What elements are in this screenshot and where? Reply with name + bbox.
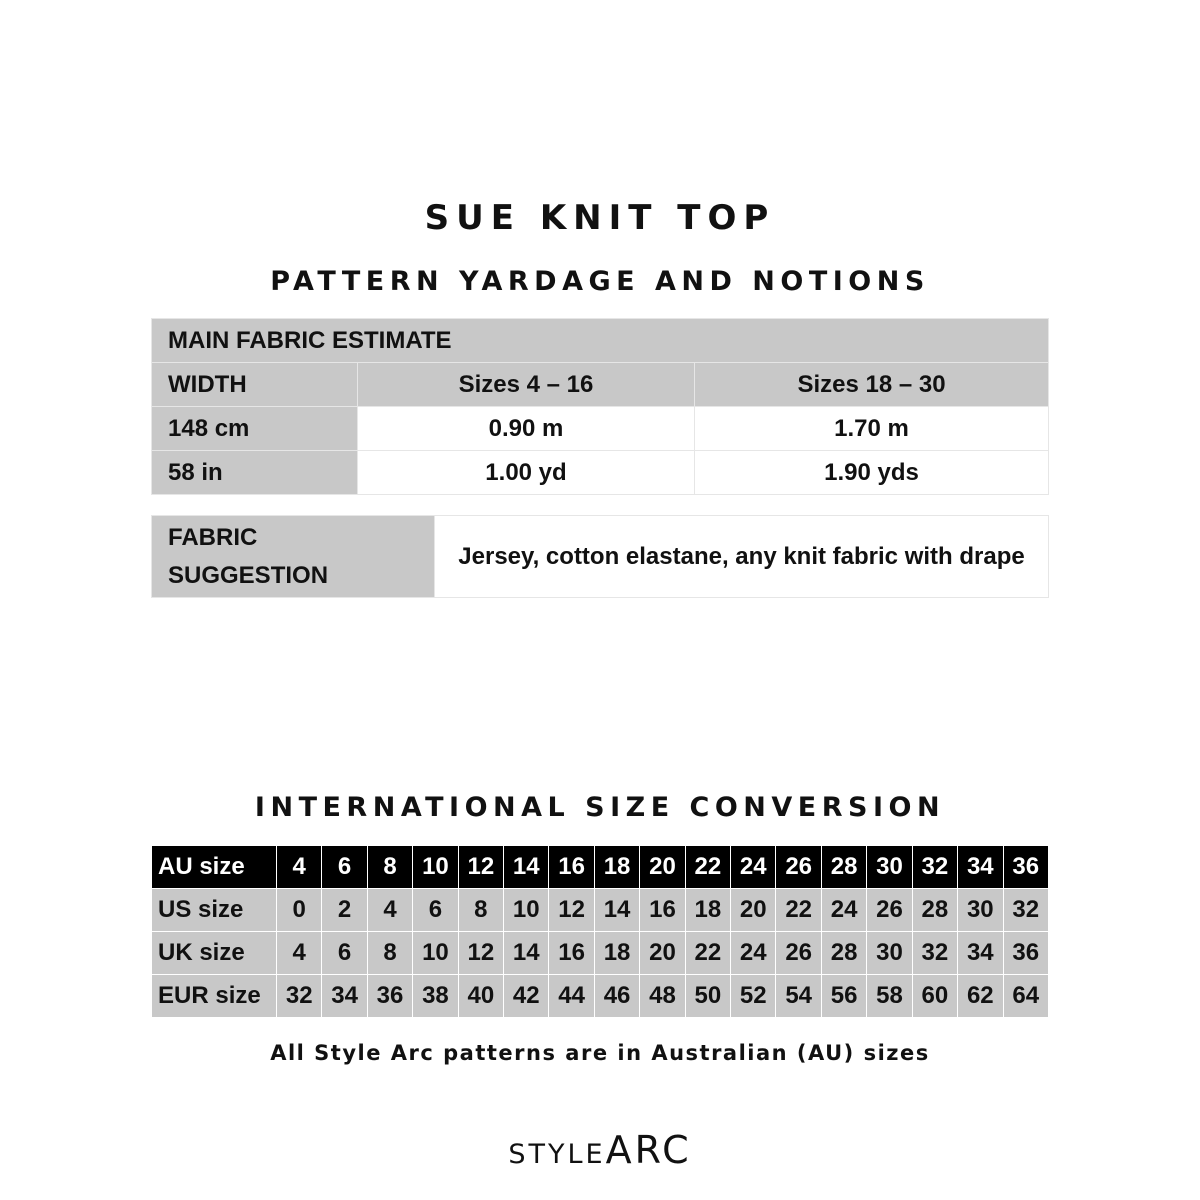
size-cell: 2 xyxy=(322,889,367,932)
size-cell: 16 xyxy=(640,889,685,932)
size-cell: 18 xyxy=(594,932,639,975)
size-cell: 44 xyxy=(549,975,594,1018)
size-cell: 40 xyxy=(458,975,503,1018)
width-cell: 148 cm xyxy=(152,407,358,451)
size-cell: 50 xyxy=(685,975,730,1018)
size-cell: 36 xyxy=(1003,932,1049,975)
size-cell: 28 xyxy=(821,846,866,889)
size-cell: 16 xyxy=(549,932,594,975)
size-cell: 18 xyxy=(685,889,730,932)
column-header-sizes-large: Sizes 18 – 30 xyxy=(695,363,1049,407)
size-cell: 46 xyxy=(594,975,639,1018)
size-cell: 10 xyxy=(413,932,458,975)
size-cell: 24 xyxy=(731,932,776,975)
size-cell: 22 xyxy=(685,846,730,889)
size-cell: 32 xyxy=(912,932,957,975)
size-cell: 12 xyxy=(458,932,503,975)
brand-part-arc: ARC xyxy=(605,1128,692,1172)
size-cell: 56 xyxy=(821,975,866,1018)
table-row xyxy=(152,516,1049,598)
size-cell: 62 xyxy=(958,975,1003,1018)
au-sizes-note: All Style Arc patterns are in Australian (AU) sizes xyxy=(270,1041,930,1065)
size-cell: 30 xyxy=(958,889,1003,932)
size-cell: 34 xyxy=(958,932,1003,975)
size-row-label: AU size xyxy=(152,846,277,889)
size-cell: 60 xyxy=(912,975,957,1018)
size-cell: 4 xyxy=(277,932,322,975)
size-cell: 34 xyxy=(958,846,1003,889)
yardage-column-row xyxy=(152,363,1049,407)
size-cell: 64 xyxy=(1003,975,1049,1018)
size-cell: 24 xyxy=(821,889,866,932)
size-cell: 6 xyxy=(413,889,458,932)
size-row xyxy=(152,889,1049,932)
size-row xyxy=(152,932,1049,975)
size-cell: 4 xyxy=(367,889,412,932)
yardage-cell: 1.70 m xyxy=(695,407,1049,451)
size-cell: 20 xyxy=(640,932,685,975)
size-cell: 36 xyxy=(367,975,412,1018)
size-cell: 48 xyxy=(640,975,685,1018)
size-cell: 28 xyxy=(821,932,866,975)
size-cell: 22 xyxy=(685,932,730,975)
column-header-sizes-small: Sizes 4 – 16 xyxy=(358,363,695,407)
size-cell: 12 xyxy=(458,846,503,889)
size-cell: 6 xyxy=(322,932,367,975)
size-cell: 52 xyxy=(731,975,776,1018)
fabric-suggestion-table xyxy=(151,515,1049,598)
fabric-suggestion-value: Jersey, cotton elastane, any knit fabric with drape xyxy=(435,516,1049,598)
size-cell: 30 xyxy=(867,932,912,975)
size-cell: 14 xyxy=(594,889,639,932)
size-cell: 26 xyxy=(776,846,821,889)
yardage-table xyxy=(151,318,1049,495)
size-cell: 34 xyxy=(322,975,367,1018)
size-cell: 10 xyxy=(413,846,458,889)
size-cell: 38 xyxy=(413,975,458,1018)
size-row-label: EUR size xyxy=(152,975,277,1018)
size-row xyxy=(152,846,1049,889)
fabric-suggestion-label-line1: FABRIC xyxy=(168,523,258,551)
size-cell: 30 xyxy=(867,846,912,889)
yardage-cell: 0.90 m xyxy=(358,407,695,451)
size-cell: 28 xyxy=(912,889,957,932)
size-cell: 4 xyxy=(277,846,322,889)
size-cell: 32 xyxy=(912,846,957,889)
size-cell: 10 xyxy=(504,889,549,932)
size-cell: 20 xyxy=(640,846,685,889)
size-cell: 8 xyxy=(367,846,412,889)
size-cell: 26 xyxy=(867,889,912,932)
yardage-heading-row xyxy=(152,319,1049,363)
section-title-size-conversion: INTERNATIONAL SIZE CONVERSION xyxy=(254,792,946,823)
size-cell: 42 xyxy=(504,975,549,1018)
fabric-suggestion-label-line2: SUGGESTION xyxy=(168,561,329,589)
size-row xyxy=(152,975,1049,1018)
size-row-label: UK size xyxy=(152,932,277,975)
size-cell: 32 xyxy=(1003,889,1049,932)
size-cell: 14 xyxy=(504,846,549,889)
page-title: SUE KNIT TOP xyxy=(424,198,776,238)
size-cell: 20 xyxy=(731,889,776,932)
size-cell: 36 xyxy=(1003,846,1049,889)
size-cell: 14 xyxy=(504,932,549,975)
yardage-cell: 1.00 yd xyxy=(358,451,695,495)
brand-part-style: STYLE xyxy=(508,1139,606,1170)
size-cell: 24 xyxy=(731,846,776,889)
size-cell: 16 xyxy=(549,846,594,889)
table-row xyxy=(152,407,1049,451)
width-cell: 58 in xyxy=(152,451,358,495)
size-cell: 6 xyxy=(322,846,367,889)
size-cell: 58 xyxy=(867,975,912,1018)
size-cell: 32 xyxy=(277,975,322,1018)
size-cell: 8 xyxy=(367,932,412,975)
size-cell: 18 xyxy=(594,846,639,889)
size-cell: 26 xyxy=(776,932,821,975)
size-row-label: US size xyxy=(152,889,277,932)
size-cell: 0 xyxy=(277,889,322,932)
size-cell: 54 xyxy=(776,975,821,1018)
size-conversion-table xyxy=(151,845,1049,1018)
section-title-yardage: PATTERN YARDAGE AND NOTIONS xyxy=(270,266,930,297)
brand-logo xyxy=(0,1128,1200,1172)
size-cell: 12 xyxy=(549,889,594,932)
fabric-suggestion-label xyxy=(152,516,435,598)
column-header-width: WIDTH xyxy=(152,363,358,407)
size-cell: 22 xyxy=(776,889,821,932)
table-row xyxy=(152,451,1049,495)
yardage-heading: MAIN FABRIC ESTIMATE xyxy=(152,319,1049,363)
size-cell: 8 xyxy=(458,889,503,932)
yardage-cell: 1.90 yds xyxy=(695,451,1049,495)
